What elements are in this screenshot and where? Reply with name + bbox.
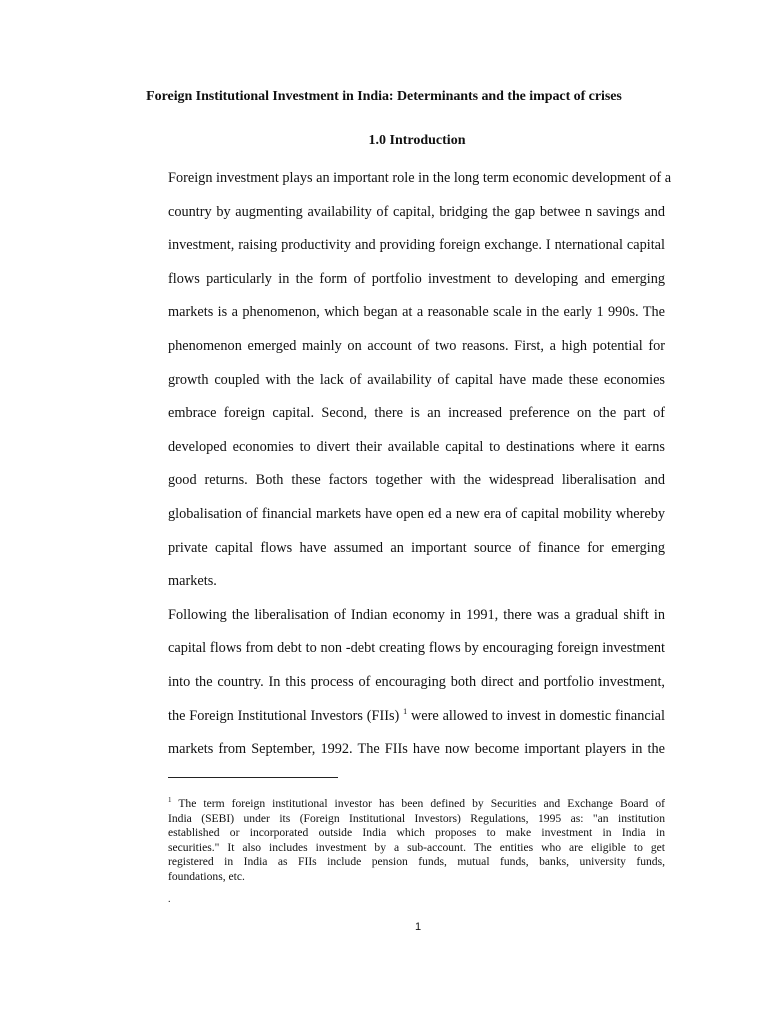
paragraph-line: country by augmenting availability of capital, bridging the gap betwee n savings and: [168, 203, 665, 220]
paragraph-line: globalisation of financial markets have open ed a new era of capital mobility whereby: [168, 505, 665, 522]
paragraph-line: embrace foreign capital. Second, there is an increased preference on the part of: [168, 405, 665, 422]
paragraph-line: markets is a phenomenon, which began at a reasonable scale in the early 1 990s. The: [168, 304, 665, 321]
footnote-separator: [168, 777, 338, 778]
paragraph-line-with-footnote-ref: [168, 700, 665, 734]
stray-mark: .: [168, 894, 171, 905]
paragraph-line: phenomenon emerged mainly on account of two reasons. First, a high potential for: [168, 337, 665, 354]
paragraph-line: capital flows from debt to non -debt creating flows by encouraging foreign investment: [168, 640, 665, 657]
paragraph-line: markets from September, 1992. The FIIs have now become important players in the: [168, 741, 665, 758]
footnote-line: India (SEBI) under its (Foreign Institutional Investors) Regulations, 1995 as: "an institution: [168, 811, 665, 825]
paragraph-line: growth coupled with the lack of availability of capital have made these economies: [168, 371, 665, 388]
footnote-line-first: [168, 797, 665, 812]
paragraph-2: [168, 599, 665, 767]
footnote-marker: 1: [168, 796, 172, 805]
footnote-line: securities." It also includes investment by a sub-account. The entities who are eligible to get: [168, 840, 665, 854]
paragraph-line: Foreign investment plays an important role in the long term economic development of a: [168, 170, 672, 186]
footnote-line: registered in India as FIIs include pension funds, mutual funds, banks, university funds,: [168, 855, 665, 869]
footnote-reference[interactable]: 1: [403, 706, 408, 716]
paragraph-line: good returns. Both these factors together with the widespread liberalisation and: [168, 472, 665, 489]
paragraph-line: developed economies to divert their available capital to destinations where it earns: [168, 438, 665, 455]
page-number: 1: [414, 921, 422, 933]
section-heading: 1.0 Introduction: [368, 133, 466, 148]
body-text: [168, 162, 672, 767]
footnote-line: established or incorporated outside India which proposes to make investment in India in: [168, 826, 665, 840]
paragraph-line: investment, raising productivity and providing foreign exchange. I nternational capital: [168, 237, 665, 254]
paragraph-line: private capital flows have assumed an important source of finance for emerging: [168, 539, 665, 556]
paragraph-line: markets.: [168, 573, 217, 590]
paragraph-line: into the country. In this process of encouraging both direct and portfolio investment,: [168, 673, 665, 690]
line-text-after-ref: were allowed to invest in domestic financial: [407, 707, 665, 724]
paragraph-line: Following the liberalisation of Indian economy in 1991, there was a gradual shift in: [168, 606, 665, 623]
paragraph-line: flows particularly in the form of portfolio investment to developing and emerging: [168, 270, 665, 287]
paragraph-1: [168, 162, 672, 599]
footnote-line-text: The term foreign institutional investor has been defined by Securities and Exchange Board of: [171, 797, 665, 810]
document-title: Foreign Institutional Investment in India: Determinants and the impact of crises: [146, 89, 622, 104]
footnote: [168, 797, 665, 885]
footnote-line: foundations, etc.: [168, 869, 245, 883]
line-text-before-ref: the Foreign Institutional Investors (FIIs): [168, 707, 400, 724]
